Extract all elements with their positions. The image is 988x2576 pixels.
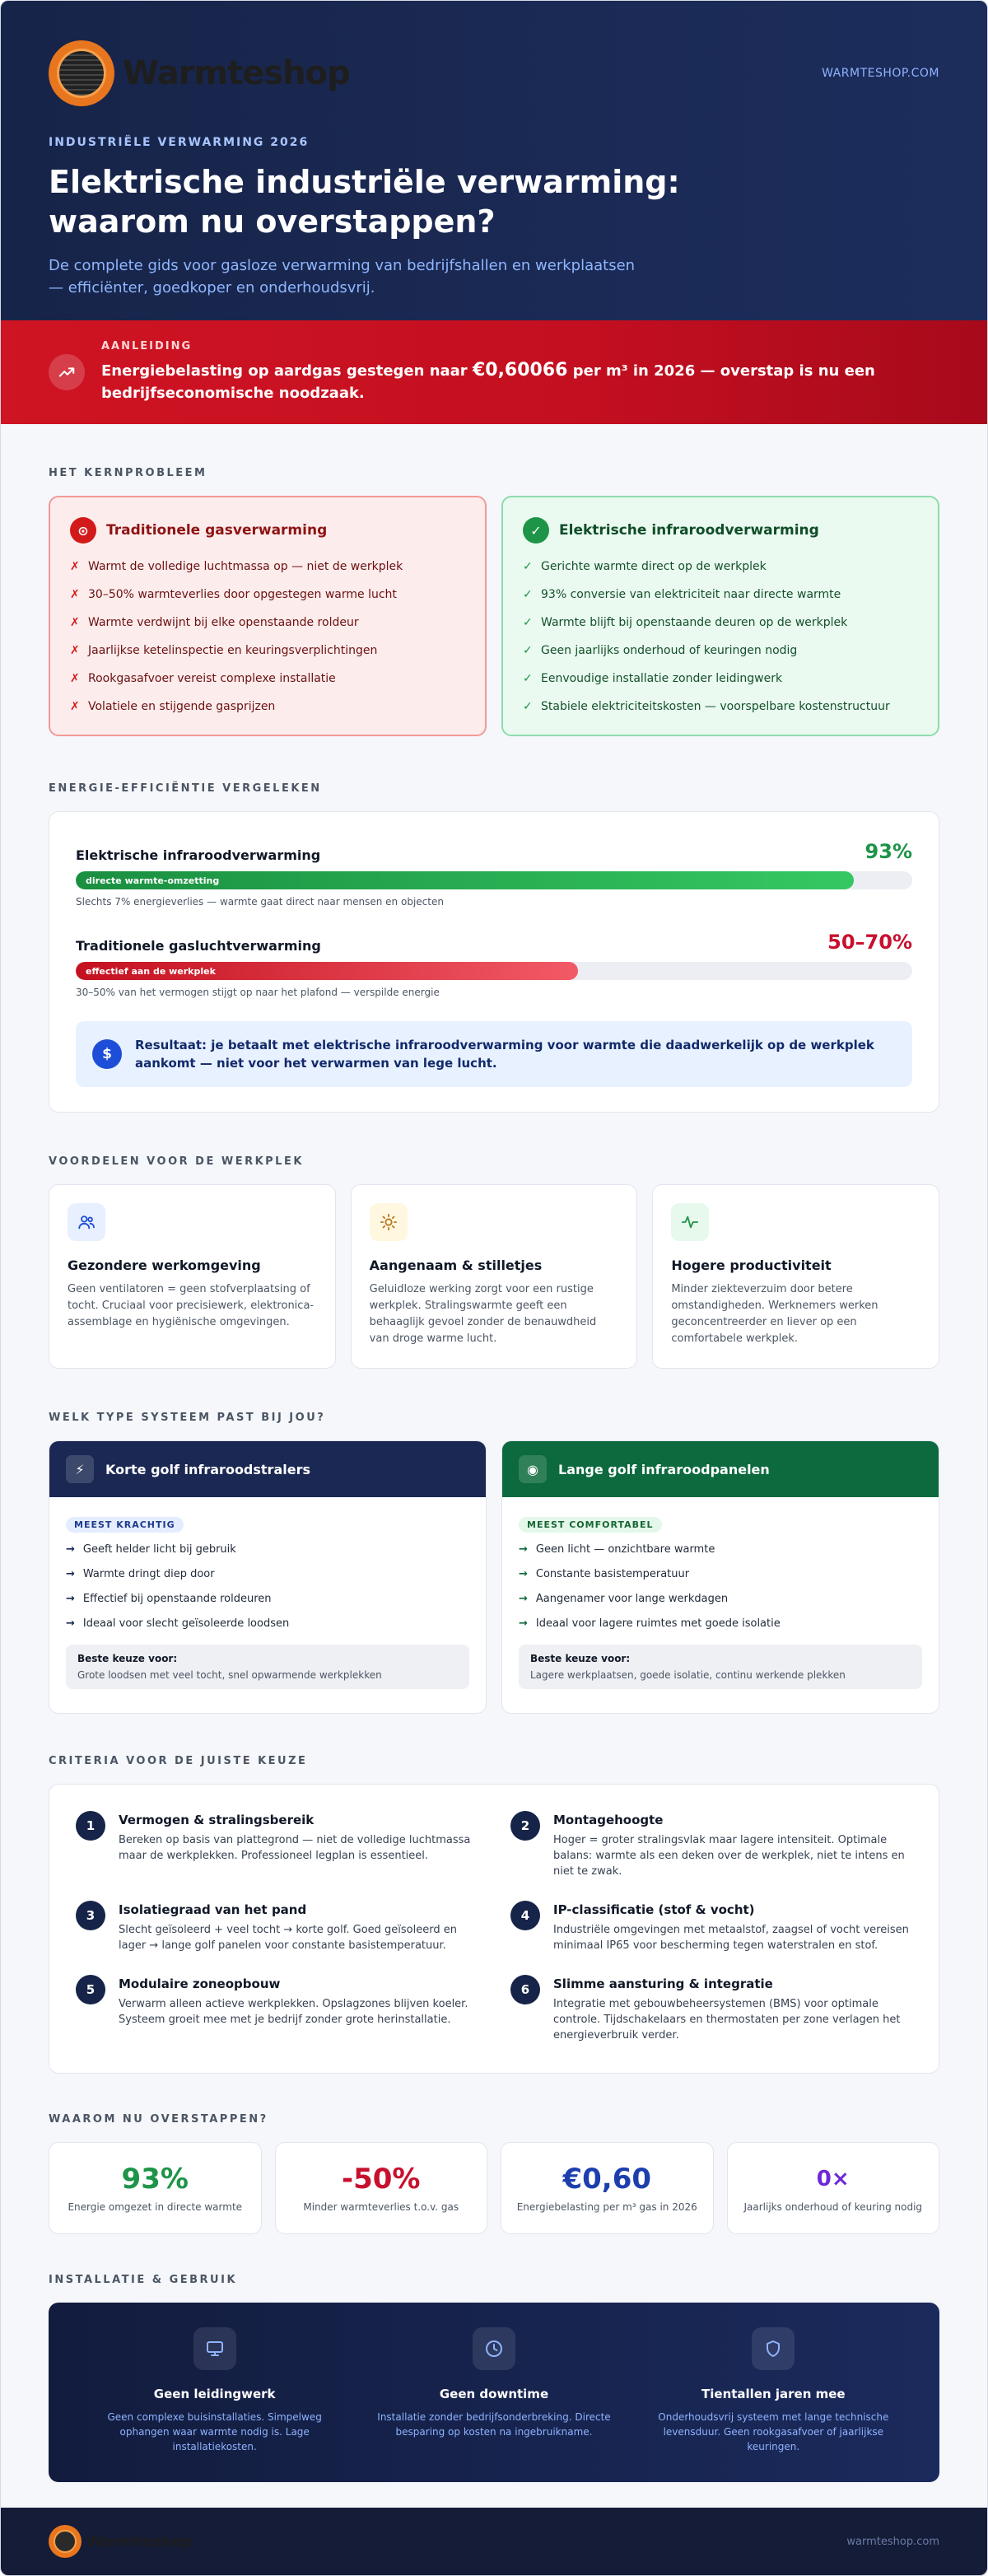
check-icon: ✓: [523, 700, 533, 713]
criteria-card: [49, 1784, 939, 2074]
benefit-card: [49, 1184, 336, 1369]
alert-circle-icon: ⊙: [70, 517, 96, 544]
list-item: → Geen licht — onzichtbare warmte: [519, 1543, 715, 1556]
criteria-number: 3: [76, 1901, 105, 1930]
check-icon: ✓: [523, 672, 533, 685]
result-callout: [76, 1021, 912, 1087]
benefit-text: Minder ziekteverzuim door betere omstandigheden. Werknemers werken geconcentreerder en liever op een comfortabele werkplek.: [671, 1283, 878, 1345]
benefit-title: Gezondere werkomgeving: [68, 1258, 261, 1273]
efficiency-card: [49, 811, 939, 1113]
benefit-card: [652, 1184, 939, 1369]
stat-value: -50%: [342, 2163, 421, 2196]
criteria-text: Hoger = groter stralingsvlak maar lagere intensiteit. Optimale balans: warmte als een deken over de werkplek, niet te intens en niet te zwak.: [553, 1834, 905, 1878]
list-item: ✓ Stabiele elektriciteitskosten — voorspelbare kostenstructuur: [523, 700, 890, 713]
arrow-right-icon: →: [519, 1543, 528, 1556]
stat-value: 0×: [816, 2167, 850, 2191]
list-item: ✓ Geen jaarlijks onderhoud of keuringen nodig: [523, 644, 798, 657]
cross-icon: ✗: [70, 588, 80, 601]
criteria-title: Isolatiegraad van het pand: [119, 1902, 307, 1917]
alert-highlight: €0,60066: [472, 360, 568, 380]
list-item: ✓ Warmte blijft bij openstaande deuren op de werkplek: [523, 616, 848, 629]
criteria-section: [1, 1755, 987, 2074]
footer: [1, 2508, 987, 2575]
criteria-item: [510, 1901, 912, 1953]
efficiency-value: 93%: [864, 840, 912, 863]
hero: [1, 1, 987, 320]
cross-icon: ✗: [70, 560, 80, 573]
criteria-title: Montagehoogte: [553, 1813, 664, 1827]
dollar-icon: $: [92, 1039, 122, 1069]
installation-item: Geen downtime Installatie zonder bedrijfsonderbreking. Directe besparing op kosten na ingebruikname.: [354, 2327, 633, 2457]
stat-card: [275, 2142, 488, 2234]
installation-section: [1, 2274, 987, 2482]
hero-subtitle: De complete gids voor gasloze verwarming van bedrijfshallen en werkplaatsen — efficiënter, goedkoper en onderhoudsvrij.: [49, 257, 636, 296]
check-circle-icon: ✓: [523, 517, 549, 544]
criteria-number: 4: [510, 1901, 540, 1930]
stat-label: Minder warmteverlies t.o.v. gas: [303, 2201, 459, 2213]
arrow-right-icon: →: [519, 1617, 528, 1630]
system-card-short-wave: [49, 1440, 487, 1714]
footer-brand-name: Warmteshop: [86, 2532, 193, 2550]
logo-icon: [49, 2525, 82, 2558]
criteria-item: [76, 1901, 478, 1953]
list-item: → Aangenamer voor lange werkdagen: [519, 1593, 729, 1605]
cross-icon: ✗: [70, 700, 80, 713]
cross-icon: ✗: [70, 616, 80, 629]
stat-card: [501, 2142, 714, 2234]
section-label: VOORDELEN VOOR DE WERKPLEK: [49, 1155, 304, 1168]
system-tag: MEEST KRACHTIG: [66, 1517, 184, 1533]
stat-label: Energie omgezet in directe warmte: [68, 2201, 243, 2213]
hero-eyebrow: INDUSTRIËLE VERWARMING 2026: [49, 136, 310, 149]
section-label: WELK TYPE SYSTEEM PAST BIJ JOU?: [49, 1412, 326, 1424]
efficiency-name: Traditionele gasluchtverwarming: [76, 938, 321, 954]
installation-panel: [49, 2303, 939, 2482]
progress-track: [76, 871, 912, 889]
infrared-heating-card: [501, 496, 939, 736]
list-item: ✗ Warmte verdwijnt bij elke openstaande roldeur: [70, 616, 359, 629]
benefits-section: [1, 1155, 987, 1369]
criteria-text: Integratie met gebouwbeheersystemen (BMS) voor optimale controle. Tijdschakelaars en thermostaten per zone verlagen het energieverbruik verder.: [553, 1998, 901, 2042]
check-icon: ✓: [523, 616, 533, 629]
stat-label: Energiebelasting per m³ gas in 2026: [516, 2201, 697, 2213]
alert-banner: [1, 320, 987, 424]
arrow-right-icon: →: [66, 1593, 75, 1605]
problem-section: [1, 467, 987, 736]
clock-icon: [473, 2327, 515, 2370]
list-item: ✓ Eenvoudige installatie zonder leidingwerk: [523, 672, 783, 685]
card-title: Elektrische infraroodverwarming: [559, 522, 819, 539]
list-item: ✓ Gerichte warmte direct op de werkplek: [523, 560, 767, 573]
best-for-box: Beste keuze voor: Lagere werkplaatsen, goede isolatie, continu werkende plekken: [519, 1645, 922, 1689]
cross-icon: ✗: [70, 672, 80, 685]
arrow-right-icon: →: [519, 1568, 528, 1580]
footer-brand[interactable]: [49, 2525, 193, 2558]
section-label: INSTALLATIE & GEBRUIK: [49, 2274, 238, 2286]
section-label: CRITERIA VOOR DE JUISTE KEUZE: [49, 1755, 308, 1767]
benefit-title: Aangenaam & stilletjes: [369, 1258, 543, 1273]
brand[interactable]: [49, 40, 939, 106]
stat-card: [49, 2142, 262, 2234]
alert-text: Energiebelasting op aardgas gestegen naar €0,60066 per m³ in 2026 — overstap is nu een bedrijfseconomische noodzaak.: [101, 360, 875, 402]
list-item: ✗ Volatiele en stijgende gasprijzen: [70, 700, 276, 713]
check-icon: ✓: [523, 644, 533, 657]
criteria-text: Verwarm alleen actieve werkplekken. Opslagzones blijven koeler. Systeem groeit mee met je bedrijf zonder grote herinstallatie.: [119, 1998, 468, 2026]
system-card-long-wave: [501, 1440, 939, 1714]
list-item: → Warmte dringt diep door: [66, 1568, 215, 1580]
drawback-list: [70, 558, 465, 715]
gas-heating-card: [49, 496, 487, 736]
installation-item: Geen leidingwerk Geen complexe buisinstallaties. Simpelweg ophangen waar warmte nodig is. Lage installatiekosten.: [75, 2327, 354, 2457]
criteria-item: [76, 1811, 478, 1879]
radiate-icon: ◉: [519, 1455, 547, 1483]
monitor-icon: [193, 2327, 236, 2370]
section-label: ENERGIE-EFFICIËNTIE VERGELEKEN: [49, 782, 322, 795]
arrow-right-icon: →: [519, 1593, 528, 1605]
criteria-number: 2: [510, 1811, 540, 1841]
advantage-list: [523, 558, 918, 715]
card-title: Traditionele gasverwarming: [106, 522, 328, 539]
criteria-number: 5: [76, 1975, 105, 2004]
brand-name: Warmteshop: [123, 54, 350, 92]
list-item: → Geeft helder licht bij gebruik: [66, 1543, 236, 1556]
list-item: → Ideaal voor slecht geïsoleerde loodsen: [66, 1617, 290, 1630]
check-icon: ✓: [523, 560, 533, 573]
installation-item: Tientallen jaren mee Onderhoudsvrij systeem met lange technische levensduur. Geen rookgasafvoer of jaarlijkse keuringen.: [634, 2327, 913, 2457]
lightning-icon: ⚡: [66, 1455, 94, 1483]
criteria-title: Vermogen & stralingsbereik: [119, 1813, 315, 1827]
arrow-right-icon: →: [66, 1617, 75, 1630]
result-text: Resultaat: je betaalt met elektrische infraroodverwarming voor warmte die daadwerkelijk op de werkplek aankomt — niet voor het verwarmen van lege lucht.: [135, 1038, 874, 1071]
efficiency-row: [76, 931, 912, 998]
criteria-title: Slimme aansturing & integratie: [553, 1976, 773, 1991]
list-item: ✗ Warmt de volledige luchtmassa op — niet de werkplek: [70, 560, 403, 573]
benefit-card: [351, 1184, 638, 1369]
progress-fill: effectief aan de werkplek: [76, 962, 578, 980]
cross-icon: ✗: [70, 644, 80, 657]
stat-label: Jaarlijks onderhoud of keuring nodig: [743, 2201, 923, 2213]
efficiency-name: Elektrische infraroodverwarming: [76, 847, 321, 863]
criteria-number: 1: [76, 1811, 105, 1841]
efficiency-section: [1, 782, 987, 1113]
stat-card: [727, 2142, 940, 2234]
list-item: ✗ Jaarlijkse ketelinspectie en keuringsverplichtingen: [70, 644, 378, 657]
benefit-text: Geluidloze werking zorgt voor een rustige werkplek. Stralingswarmte geeft een behaaglijk gevoel zonder de benauwdheid van droge warme lucht.: [369, 1283, 597, 1345]
progress-fill: directe warmte-omzetting: [76, 871, 854, 889]
efficiency-value: 50–70%: [827, 931, 912, 954]
criteria-number: 6: [510, 1975, 540, 2004]
criteria-title: IP-classificatie (stof & vocht): [553, 1902, 755, 1917]
system-tag: MEEST COMFORTABEL: [519, 1517, 662, 1533]
system-title: Korte golf infraroodstralers: [105, 1461, 310, 1477]
footer-url-link[interactable]: warmteshop.com: [846, 2535, 939, 2548]
shield-icon: [752, 2327, 795, 2370]
sun-icon: [370, 1203, 408, 1241]
list-item: ✗ 30–50% warmteverlies door opgestegen warme lucht: [70, 588, 397, 601]
efficiency-row: [76, 840, 912, 908]
criteria-item: [510, 1811, 912, 1879]
site-url-link[interactable]: WARMTESHOP.COM: [822, 67, 939, 80]
logo-icon: [49, 40, 114, 106]
criteria-text: Bereken op basis van plattegrond — niet de volledige luchtmassa maar de werkplekken. Professioneel legplan is essentieel.: [119, 1834, 471, 1862]
stat-value: 93%: [121, 2163, 189, 2196]
criteria-item: [76, 1975, 478, 2043]
page-title: Elektrische industriële verwarming: waarom nu overstappen?: [49, 164, 680, 240]
stats-section: [1, 2113, 987, 2234]
section-label: HET KERNPROBLEEM: [49, 467, 207, 479]
list-item: → Ideaal voor lagere ruimtes met goede isolatie: [519, 1617, 781, 1630]
list-item: ✓ 93% conversie van elektriciteit naar directe warmte: [523, 588, 841, 601]
benefit-title: Hogere productiviteit: [671, 1258, 832, 1273]
criteria-title: Modulaire zoneopbouw: [119, 1976, 281, 1991]
benefit-text: Geen ventilatoren = geen stofverplaatsing of tocht. Cruciaal voor precisiewerk, elektronica-assemblage en hygiënische omgevingen.: [68, 1283, 315, 1328]
efficiency-note: 30–50% van het vermogen stijgt op naar het plafond — verspilde energie: [76, 987, 440, 998]
people-icon: [68, 1203, 105, 1241]
arrow-right-icon: →: [66, 1543, 75, 1556]
arrow-right-icon: →: [66, 1568, 75, 1580]
section-label: WAAROM NU OVERSTAPPEN?: [49, 2113, 268, 2126]
activity-icon: [671, 1203, 709, 1241]
list-item: → Effectief bij openstaande roldeuren: [66, 1593, 272, 1605]
criteria-text: Industriële omgevingen met metaalstof, zaagsel of vocht vereisen minimaal IP65 voor bescherming tegen waterstralen en stof.: [553, 1924, 909, 1952]
list-item: ✗ Rookgasafvoer vereist complexe installatie: [70, 672, 336, 685]
systems-section: [1, 1412, 987, 1714]
stat-value: €0,60: [562, 2163, 652, 2196]
list-item: → Constante basistemperatuur: [519, 1568, 690, 1580]
best-for-box: Beste keuze voor: Grote loodsen met veel tocht, snel opwarmende werkplekken: [66, 1645, 469, 1689]
criteria-text: Slecht geïsoleerd + veel tocht → korte golf. Goed geïsoleerd en lager → lange golf panelen voor constante basistemperatuur.: [119, 1924, 457, 1952]
criteria-item: [510, 1975, 912, 2043]
system-title: Lange golf infraroodpanelen: [558, 1461, 770, 1477]
progress-track: [76, 962, 912, 980]
check-icon: ✓: [523, 588, 533, 601]
trending-up-icon: [49, 354, 85, 390]
efficiency-note: Slechts 7% energieverlies — warmte gaat direct naar mensen en objecten: [76, 896, 444, 908]
alert-label: AANLEIDING: [101, 340, 193, 352]
